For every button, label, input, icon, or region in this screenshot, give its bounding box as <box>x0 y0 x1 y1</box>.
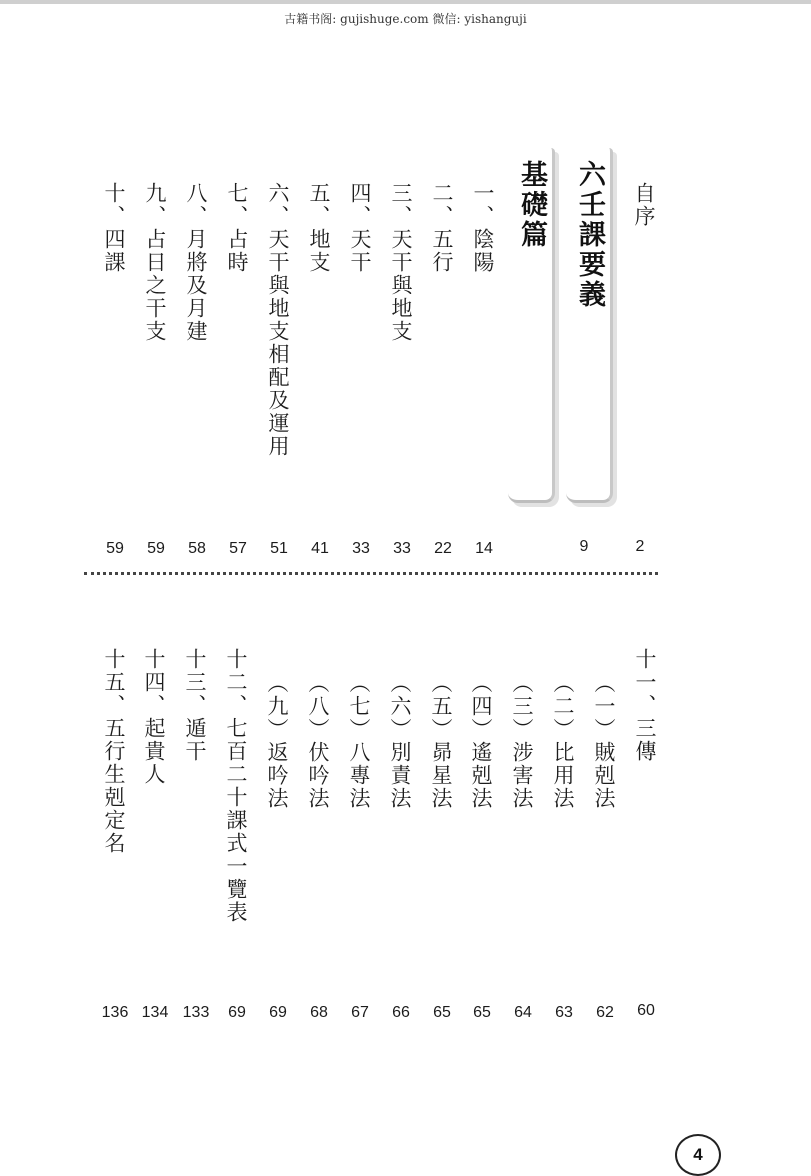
toc-page: 64 <box>514 1004 532 1021</box>
toc-page: 33 <box>393 540 411 557</box>
toc-entry[interactable]: （五）昴星法 <box>429 672 453 810</box>
toc-entry[interactable]: 九、占日之干支 <box>143 182 167 343</box>
toc-entry[interactable]: （二）比用法 <box>551 672 575 810</box>
toc-page: 134 <box>141 1004 169 1021</box>
toc-page: 57 <box>229 540 247 557</box>
section-title-basics: 基礎篇 <box>516 160 547 250</box>
toc-page: 62 <box>596 1004 614 1021</box>
toc-page-main: 9 <box>579 538 589 555</box>
toc-page: 69 <box>269 1004 287 1021</box>
toc-page: 51 <box>270 540 288 557</box>
toc-page-preface: 2 <box>635 538 645 555</box>
toc-page: 133 <box>182 1004 210 1021</box>
toc-entry[interactable]: 十四、起貴人 <box>142 648 166 786</box>
toc-page: 14 <box>475 540 493 557</box>
toc-page: 69 <box>228 1004 246 1021</box>
toc-entry[interactable]: 三、天干與地支 <box>389 182 413 343</box>
toc-page: 22 <box>434 540 452 557</box>
toc-entry[interactable]: 十二、七百二十課式一覽表 <box>224 648 248 924</box>
toc-entry[interactable]: 五、地支 <box>307 182 331 274</box>
page-number: 4 <box>675 1134 721 1176</box>
section-banner-basics <box>508 148 555 503</box>
toc-entry[interactable]: 十一、三傳 <box>633 648 657 763</box>
toc-page: 41 <box>311 540 329 557</box>
section-banner-main <box>566 148 613 503</box>
toc-page: 63 <box>555 1004 573 1021</box>
toc-page: 33 <box>352 540 370 557</box>
toc-entry[interactable]: 二、五行 <box>430 182 454 274</box>
toc-entry[interactable]: 四、天干 <box>348 182 372 274</box>
toc-entry[interactable]: 十、四課 <box>102 182 126 274</box>
toc-entry[interactable]: （九）返吟法 <box>265 672 289 810</box>
watermark-header: 古籍书阁: gujishuge.com 微信: yishanguji <box>284 12 527 26</box>
toc-page: 65 <box>433 1004 451 1021</box>
toc-page: 59 <box>147 540 165 557</box>
toc-page: 136 <box>101 1004 129 1021</box>
toc-entry[interactable]: 七、占時 <box>225 182 249 274</box>
toc-page: 67 <box>351 1004 369 1021</box>
toc-page: 60 <box>637 1002 655 1019</box>
toc-entry[interactable]: （七）八專法 <box>347 672 371 810</box>
toc-entry[interactable]: （四）遙剋法 <box>469 672 493 810</box>
toc-entry[interactable]: 八、月將及月建 <box>184 182 208 343</box>
toc-page: 66 <box>392 1004 410 1021</box>
toc-page: 68 <box>310 1004 328 1021</box>
toc-entry[interactable]: 十三、遁干 <box>183 648 207 763</box>
toc-entry[interactable]: 十五、五行生剋定名 <box>102 648 126 855</box>
toc-entry[interactable]: 一、陰陽 <box>471 182 495 274</box>
toc-entry[interactable]: （六）別責法 <box>388 672 412 810</box>
top-border-line <box>0 0 811 4</box>
toc-entry[interactable]: （三）涉害法 <box>510 672 534 810</box>
toc-entry-preface[interactable]: 自序 <box>632 182 656 228</box>
toc-entry[interactable]: （八）伏吟法 <box>306 672 330 810</box>
toc-page: 58 <box>188 540 206 557</box>
section-title-main[interactable]: 六壬課要義 <box>574 160 605 310</box>
toc-entry[interactable]: 六、天干與地支相配及運用 <box>266 182 290 458</box>
toc-page: 65 <box>473 1004 491 1021</box>
toc-page: 59 <box>106 540 124 557</box>
toc-entry[interactable]: （一）賊剋法 <box>592 672 616 810</box>
dotted-divider <box>84 572 658 575</box>
